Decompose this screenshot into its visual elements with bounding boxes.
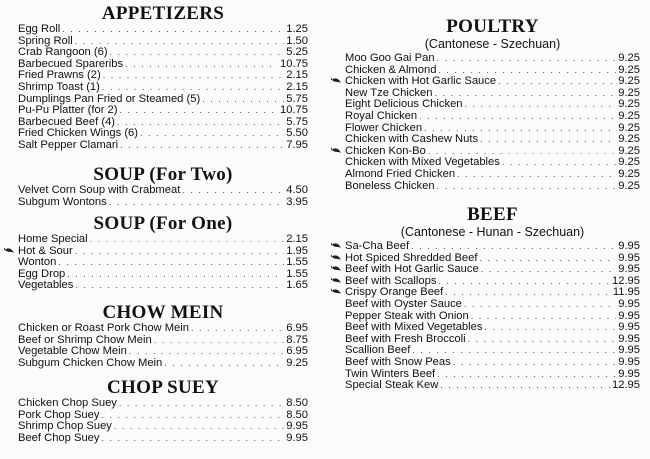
menu-item-name: Hot & Sour [18, 244, 73, 257]
dot-leader [202, 94, 284, 106]
menu-item-name: Moo Goo Gai Pan [345, 52, 435, 64]
menu-item-price: 8.50 [286, 397, 308, 409]
menu-item-price: 9.25 [286, 356, 308, 369]
menu-item-price: 1.95 [286, 244, 308, 257]
section-subheading: (Cantonese - Hunan - Szechuan) [400, 225, 585, 239]
dot-leader [90, 234, 285, 246]
menu-item-price: 9.95 [618, 344, 640, 357]
menu-item-name: Beef or Shrimp Chow Mein [18, 333, 152, 346]
menu-item-row [18, 433, 308, 445]
menu-item-price: 9.95 [618, 240, 640, 252]
menu-item-name: New Tze Chicken [345, 86, 433, 99]
dot-leader [125, 59, 278, 71]
menu-item-name: Sa-Cha Beef [345, 240, 410, 252]
menu-item-row [18, 105, 308, 117]
menu-item-price: 9.95 [618, 251, 640, 264]
menu-item-row [345, 111, 640, 123]
dot-leader [119, 398, 284, 410]
menu-item-name: Salt Pepper Clamari [18, 138, 119, 151]
dot-leader [437, 181, 617, 193]
menu-item-name: Beef with Hot Garlic Sauce [345, 263, 479, 276]
menu-section-chop-suey [18, 378, 308, 444]
menu-item-row [18, 234, 308, 246]
dot-leader [464, 299, 616, 311]
menu-item-row [345, 169, 640, 181]
menu-item-name: Pork Chop Suey [18, 408, 100, 421]
dot-leader [101, 433, 284, 445]
menu-item-name: Beef with Oyster Sauce [345, 297, 462, 310]
section-heading: CHOP SUEY [107, 377, 219, 398]
menu-item-price: 10.75 [280, 104, 308, 117]
dot-leader [468, 334, 617, 346]
menu-item-price: 1.65 [286, 279, 308, 292]
dot-leader [114, 421, 284, 433]
dot-leader [75, 246, 284, 258]
dot-leader [67, 269, 284, 281]
section-heading: BEEF [467, 204, 518, 225]
menu-item-name: Crispy Orange Beef [345, 286, 444, 299]
menu-item-row [18, 358, 308, 370]
menu-item-name: Chicken Chop Suey [18, 397, 117, 409]
menu-item-name: Boneless Chicken [345, 179, 435, 192]
menu-item-name: Pu-Pu Platter (for 2) [18, 104, 118, 117]
menu-item-price: 5.75 [286, 92, 308, 105]
hot-pepper-icon [331, 147, 342, 155]
dot-leader [109, 197, 284, 209]
dot-leader [440, 380, 610, 392]
dot-leader [479, 253, 616, 265]
menu-item-name: Almond Fried Chicken [345, 167, 456, 180]
menu-item-price: 9.95 [286, 420, 308, 433]
menu-item-name: Home Special [18, 233, 88, 245]
menu-item-price: 9.25 [618, 52, 640, 64]
menu-item-row [18, 246, 308, 258]
dot-leader [457, 169, 616, 181]
menu-item-row [345, 299, 640, 311]
dot-leader [75, 280, 284, 292]
menu-item-row [18, 185, 308, 197]
dot-leader [103, 70, 285, 82]
menu-item-price: 9.25 [618, 167, 640, 180]
menu-item-name: Chicken or Roast Pork Chow Mein [18, 322, 189, 334]
menu-item-price: 9.95 [618, 309, 640, 322]
dot-leader [164, 358, 284, 370]
menu-item-name: Fried Prawns (2) [18, 69, 101, 82]
menu-item-row [345, 241, 640, 253]
section-heading: APPETIZERS [101, 3, 225, 24]
menu-item-price: 9.25 [618, 179, 640, 192]
menu-section-chow-mein [18, 303, 308, 369]
dot-leader [471, 311, 616, 323]
menu-item-price: 9.95 [618, 321, 640, 334]
menu-item-price: 1.50 [286, 34, 308, 47]
menu-item-price: 1.55 [286, 256, 308, 269]
dot-leader [117, 117, 284, 129]
dot-leader [191, 323, 284, 335]
menu-item-price: 1.25 [286, 23, 308, 35]
menu-item-price: 9.95 [618, 355, 640, 368]
menu-item-name: Chicken with Cashew Nuts [345, 133, 479, 146]
menu-item-name: Flower Chicken [345, 121, 423, 134]
menu-item-row [18, 140, 308, 152]
menu-item-name: Pepper Steak with Onion [345, 309, 469, 322]
menu-item-price: 9.25 [618, 133, 640, 146]
section-heading: SOUP (For Two) [93, 164, 233, 185]
menu-item-price: 9.95 [618, 367, 640, 380]
menu-item-name: Beef with Snow Peas [345, 355, 451, 368]
menu-item-row [345, 181, 640, 193]
menu-item-name: Shrimp Chop Suey [18, 420, 112, 433]
menu-item-name: Spring Roll [18, 34, 73, 47]
menu-item-price: 12.95 [612, 379, 640, 392]
menu-item-name: Shrimp Toast (1) [18, 80, 100, 93]
dot-leader [484, 322, 616, 334]
menu-item-name: Special Steak Kew [345, 379, 439, 392]
hot-pepper-icon [331, 288, 342, 296]
menu-item-name: Chicken with Hot Garlic Sauce [345, 75, 497, 88]
menu-item-name: Vegetable Chow Mein [18, 345, 127, 358]
menu-item-row [18, 24, 308, 36]
menu-item-name: Eight Delicious Chicken [345, 98, 463, 111]
dot-leader [437, 369, 616, 381]
menu-item-row [345, 134, 640, 146]
menu-item-name: Hot Spiced Shredded Beef [345, 251, 478, 264]
dot-leader [445, 287, 611, 299]
menu-item-price: 7.95 [286, 138, 308, 151]
menu-item-name: Subgum Wontons [18, 195, 107, 208]
menu-item-row [18, 323, 308, 335]
hot-pepper-icon [4, 247, 15, 255]
menu-item-price: 8.75 [286, 333, 308, 346]
menu-item-name: Subgum Chicken Chow Mein [18, 356, 163, 369]
menu-item-price: 9.95 [618, 297, 640, 310]
menu-item-name: Barbecued Beef (4) [18, 115, 116, 128]
hot-pepper-icon [331, 265, 342, 273]
menu-item-row [345, 322, 640, 334]
hot-pepper-icon [331, 242, 342, 250]
dot-leader [453, 357, 617, 369]
menu-item-name: Crab Rangoon (6) [18, 46, 108, 59]
menu-item-name: Scallion Beef [345, 344, 411, 357]
menu-item-name: Chicken with Mixed Vegetables [345, 156, 500, 169]
menu-item-price: 1.55 [286, 267, 308, 280]
dot-leader [480, 134, 616, 146]
menu-item-price: 2.15 [286, 80, 308, 93]
hot-pepper-icon [331, 277, 342, 285]
menu-item-name: Egg Drop [18, 267, 66, 280]
dot-leader [110, 47, 285, 59]
menu-item-name: Chicken & Almond [345, 63, 437, 76]
dot-leader [498, 76, 616, 88]
dot-leader [465, 99, 617, 111]
dot-leader [419, 111, 616, 123]
menu-item-price: 5.25 [286, 46, 308, 59]
menu-section-appetizers [18, 4, 308, 152]
menu-item-price: 5.50 [286, 127, 308, 140]
menu-item-price: 6.95 [286, 322, 308, 334]
menu-item-name: Vegetables [18, 279, 74, 292]
dot-leader [502, 157, 616, 169]
menu-item-price: 9.25 [618, 75, 640, 88]
menu-item-name: Fried Chicken Wings (6) [18, 127, 138, 140]
dot-leader [102, 82, 284, 94]
menu-item-name: Velvet Corn Soup with Crabmeat [18, 184, 181, 196]
menu-item-price: 8.50 [286, 408, 308, 421]
menu-item-price: 2.15 [286, 69, 308, 82]
menu-item-row [345, 357, 640, 369]
menu-item-name: Beef with Mixed Vegetables [345, 321, 483, 334]
section-heading: SOUP (For One) [93, 213, 233, 234]
dot-leader [62, 24, 284, 36]
menu-item-name: Dumplings Pan Fried or Steamed (5) [18, 92, 201, 105]
menu-item-row [18, 280, 308, 292]
menu-item-price: 9.25 [618, 121, 640, 134]
dot-leader [182, 185, 284, 197]
menu-item-name: Beef with Scallops [345, 274, 437, 287]
menu-section-soup-two [18, 165, 308, 208]
menu-item-price: 11.95 [612, 286, 640, 299]
menu-item-price: 9.25 [618, 98, 640, 111]
menu-item-name: Barbecued Spareribs [18, 57, 124, 70]
menu-item-name: Royal Chicken [345, 109, 418, 122]
menu-item-price: 9.25 [618, 109, 640, 122]
dot-leader [101, 410, 284, 422]
dot-leader [140, 128, 284, 140]
menu-section-beef [345, 205, 640, 392]
menu-item-price: 4.50 [286, 184, 308, 196]
menu-item-price: 6.95 [286, 345, 308, 358]
section-subheading: (Cantonese - Szechuan) [424, 37, 561, 51]
dot-leader [481, 264, 617, 276]
dot-leader [119, 105, 278, 117]
menu-item-row [345, 380, 640, 392]
menu-item-name: Beef Chop Suey [18, 431, 100, 444]
menu-item-price: 9.25 [618, 144, 640, 157]
section-heading: CHOW MEIN [102, 302, 224, 323]
menu-item-price: 9.25 [618, 156, 640, 169]
dot-leader [437, 53, 617, 65]
menu-item-name: Chicken Kon-Bo [345, 144, 426, 157]
menu-item-price: 3.95 [286, 195, 308, 208]
hot-pepper-icon [331, 77, 342, 85]
menu-item-price: 9.95 [618, 332, 640, 345]
menu-item-price: 2.15 [286, 233, 308, 245]
menu-item-name: Twin Winters Beef [345, 367, 436, 380]
section-heading: POULTRY [446, 16, 539, 37]
menu-item-price: 10.75 [280, 57, 308, 70]
menu-item-name: Wonton [18, 256, 57, 269]
menu-item-price: 9.25 [618, 63, 640, 76]
menu-item-price: 5.75 [286, 115, 308, 128]
menu-item-price: 9.25 [618, 86, 640, 99]
menu-item-row [18, 197, 308, 209]
menu-item-row [18, 398, 308, 410]
dot-leader [154, 335, 285, 347]
hot-pepper-icon [331, 254, 342, 262]
dot-leader [58, 257, 284, 269]
dot-leader [411, 241, 616, 253]
menu-item-row [345, 53, 640, 65]
dot-leader [120, 140, 284, 152]
menu-item-price: 9.95 [618, 263, 640, 276]
menu-section-poultry [345, 17, 640, 192]
dot-leader [438, 276, 610, 288]
menu-section-soup-one [18, 214, 308, 292]
menu-item-row [18, 82, 308, 94]
menu-item-name: Egg Roll [18, 23, 61, 35]
menu-item-price: 9.95 [286, 431, 308, 444]
menu-item-price: 12.95 [612, 274, 640, 287]
menu-item-name: Beef with Fresh Broccoli [345, 332, 466, 345]
